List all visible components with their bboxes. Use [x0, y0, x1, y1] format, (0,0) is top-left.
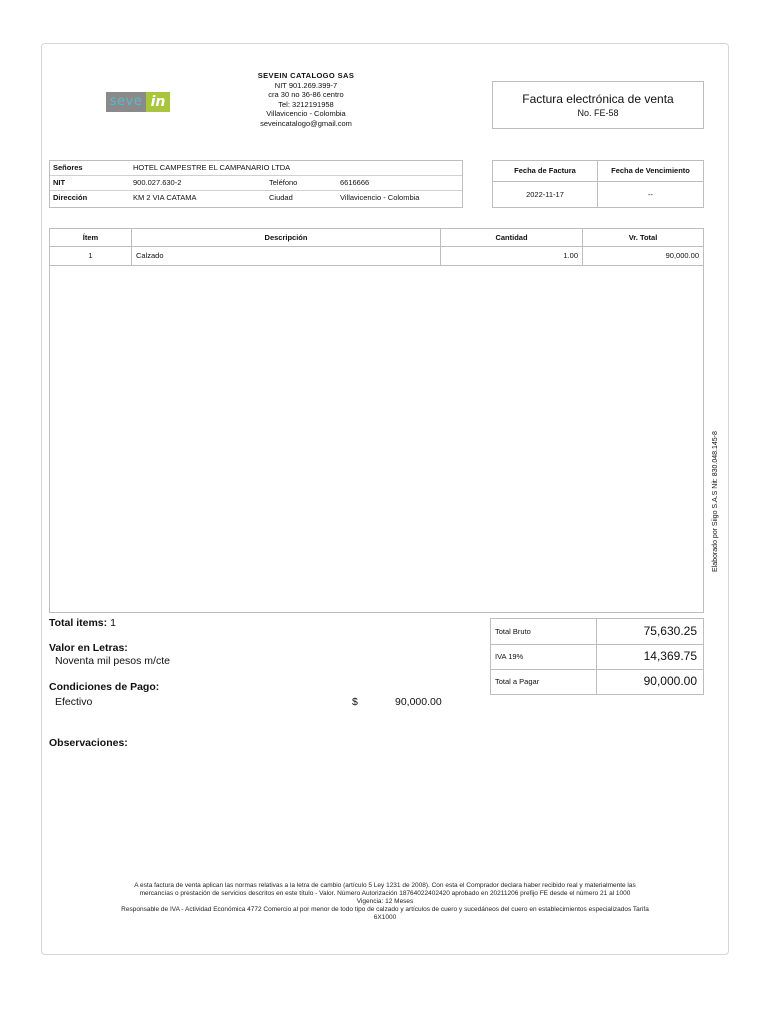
totals-table	[490, 618, 704, 695]
condiciones-label: Condiciones de Pago:	[49, 681, 160, 693]
company-email: seveincatalogo@gmail.com	[260, 118, 352, 128]
footer-line: Vigencia: 12 Meses	[356, 898, 414, 905]
senores-label: Señores	[53, 163, 83, 172]
row-descripcion: Calzado	[132, 247, 441, 265]
footer-line: 6X1000	[373, 914, 397, 921]
iva-label: IVA 19%	[491, 644, 597, 669]
footer-line: A esta factura de venta aplican las normas relativas a la letra de cambio (artículo 5 Ley 1231 de 2008). Con esta el Comprador declara haber recibido real y materialmente las	[134, 882, 636, 889]
client-row-senores	[50, 161, 462, 176]
legal-footer	[60, 882, 710, 922]
client-row-nit	[50, 176, 462, 191]
direccion-value: KM 2 VIA CATAMA	[133, 193, 197, 202]
total-bruto-value: 75,630.25	[643, 624, 697, 638]
currency-symbol: $	[352, 696, 358, 708]
invoice-title: Factura electrónica de venta	[522, 92, 674, 106]
company-info	[226, 71, 386, 128]
logo-left-text: seve	[106, 92, 146, 112]
company-nit: NIT 901.269.399-7	[274, 80, 338, 90]
fecha-vencimiento-value: --	[648, 190, 653, 199]
total-items-line	[49, 617, 116, 629]
company-logo	[106, 92, 170, 112]
dates-table	[492, 160, 704, 208]
row-total: 90,000.00	[665, 251, 699, 260]
fecha-factura-value: 2022-11-17	[493, 182, 598, 207]
company-city: Villavicencio - Colombia	[266, 109, 346, 118]
fecha-factura-header: Fecha de Factura	[493, 161, 598, 182]
company-phone: Tel: 3212191958	[278, 99, 334, 109]
footer-line: mercancías o prestación de servicios descritos en este título - Valor. Número Autorización 18764022402420 aprobado en 20211206 prefijo FE desde el número 21 al 1000	[139, 890, 631, 897]
valor-letras-label: Valor en Letras:	[49, 642, 128, 654]
fecha-vencimiento-header: Fecha de Vencimiento	[598, 161, 703, 182]
client-row-direccion	[50, 191, 462, 205]
direccion-label: Dirección	[53, 193, 88, 202]
nit-value: 900.027.630-2	[133, 178, 182, 187]
totals-row	[491, 644, 703, 670]
condiciones-amount: 90,000.00	[395, 696, 442, 708]
company-address: cra 30 no 36-86 centro	[268, 90, 344, 99]
items-table	[49, 228, 704, 613]
ciudad-label: Ciudad	[269, 193, 293, 202]
table-row	[50, 247, 703, 266]
invoice-title-box	[492, 81, 704, 129]
header-descripcion: Descripción	[132, 229, 441, 246]
total-pagar-value: 90,000.00	[643, 674, 697, 688]
total-items-label: Total items:	[49, 617, 108, 629]
iva-value: 14,369.75	[643, 649, 697, 663]
logo-right-text: in	[146, 92, 170, 112]
header-item: Ítem	[50, 229, 132, 246]
row-item: 1	[50, 247, 132, 265]
client-table	[49, 160, 463, 208]
total-items-value: 1	[110, 617, 116, 629]
telefono-label: Teléfono	[269, 178, 298, 187]
header-cantidad: Cantidad	[441, 229, 583, 246]
condiciones-value: Efectivo	[55, 696, 93, 708]
senores-value: HOTEL CAMPESTRE EL CAMPANARIO LTDA	[133, 163, 291, 172]
side-software-credit: Elaborado por Siigo S.A.S Nit: 830.048.145-8	[712, 431, 719, 572]
header-total: Vr. Total	[628, 233, 658, 242]
footer-line: Responsable de IVA - Actividad Económica 4772 Comercio al por menor de todo tipo de calzado y artículos de cuero y sucedáneos del cuero en establecimientos especializados Tarifa	[121, 906, 649, 913]
row-cantidad: 1.00	[441, 247, 583, 265]
company-name: SEVEIN CATALOGO SAS	[257, 71, 355, 80]
totals-row	[491, 619, 703, 645]
items-table-header	[50, 229, 703, 247]
invoice-number: No. FE-58	[577, 108, 619, 118]
nit-label: NIT	[53, 178, 66, 187]
telefono-value: 6616666	[340, 178, 370, 187]
ciudad-value: Villavicencio - Colombia	[340, 193, 420, 202]
totals-row	[491, 669, 703, 694]
valor-letras-value: Noventa mil pesos m/cte	[55, 655, 170, 667]
total-bruto-label: Total Bruto	[491, 619, 597, 644]
total-pagar-label: Total a Pagar	[491, 669, 597, 694]
observaciones-label: Observaciones:	[49, 737, 128, 749]
